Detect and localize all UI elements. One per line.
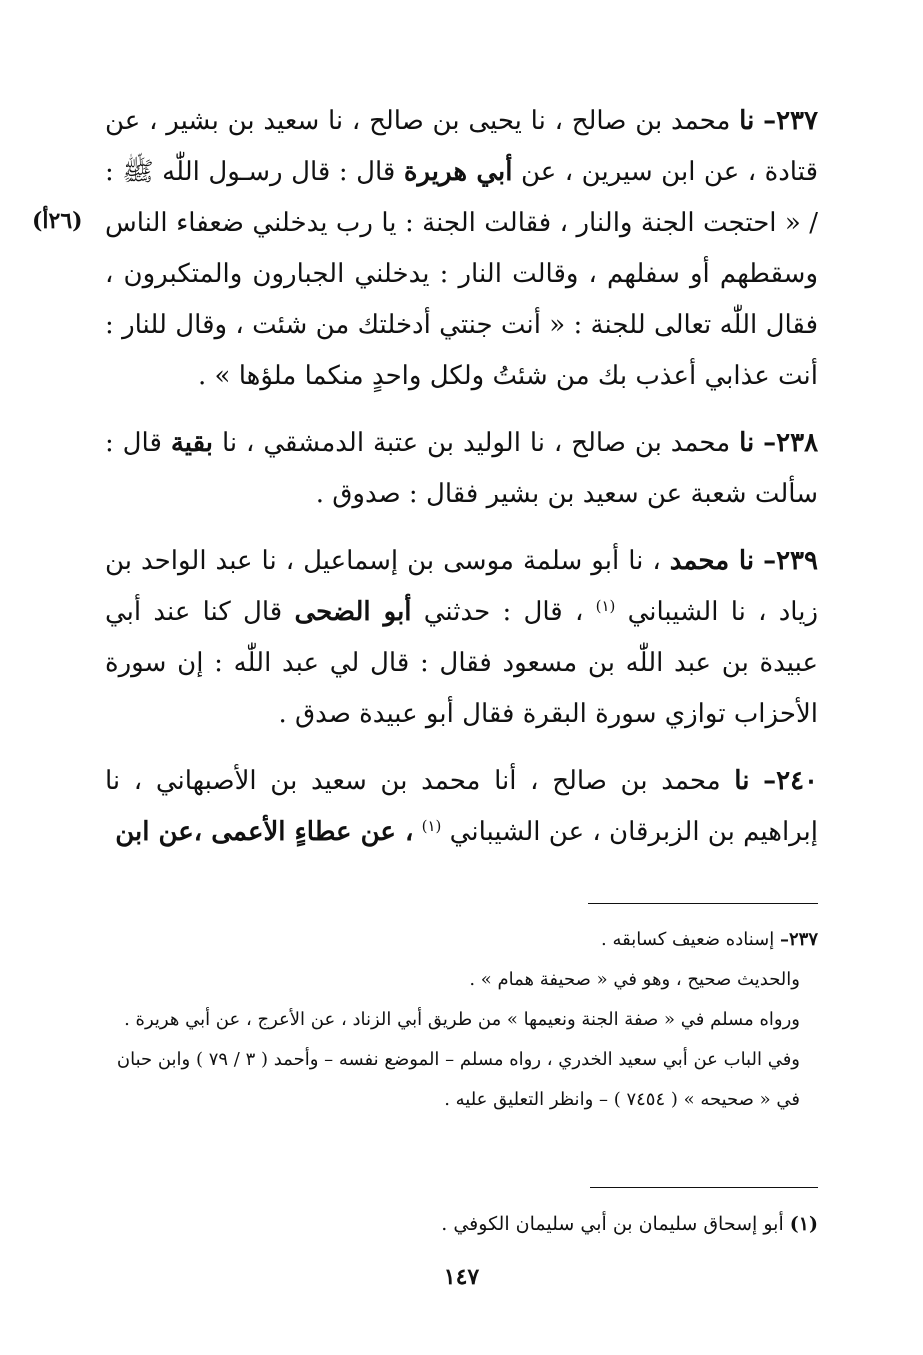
manuscript-folio-ref: (٢٦أ): [32, 208, 83, 234]
note-number: ٢٣٧–: [779, 929, 818, 950]
hadith-text: محمد بن صالح ، نا الوليد بن عتبة الدمشقي ، نا: [221, 428, 731, 458]
hadith-text: قال : قال رسـول اللّٰه ﷺ : / « احتجت الجنة والنار ، فقالت الجنة : يا رب يدخلني ضعفاء الناس وسقطهم أو سفلهم ، وقالت النار : يدخلني الجبارون والمتكبرون ، فقال اللّٰه تعالى للجنة : « أنت جنتي أدخلتك من شئت ، وقال للنار : أنت عذابي أعذب بك من شئتُ ولكل واحدٍ منكما ملؤها » .: [105, 157, 818, 391]
narration-word: نا: [739, 106, 755, 136]
note-text: إسناده ضعيف كسابقه .: [601, 929, 775, 950]
hadith-number: ٢٣٧–: [763, 106, 818, 136]
note-237: [105, 920, 818, 960]
narrator-name: بقية: [170, 428, 214, 458]
hadith-text: محمد بن صالح ، أنا محمد بن سعيد بن الأصبهاني ، نا إبراهيم بن الزبرقان ، عن الشيباني: [105, 766, 818, 847]
hadith-text: محمد بن صالح ، نا يحيى بن صالح ، نا سعيد بن بشير ، عن قتادة ، عن ابن سيرين ، عن: [105, 106, 818, 187]
hadith-240: [105, 756, 818, 858]
footnote-marker[interactable]: (١): [595, 597, 616, 615]
footnote: [105, 1204, 818, 1244]
hadith-number: ٢٣٩–: [763, 546, 818, 576]
narrator-name: أبي هريرة: [403, 157, 513, 187]
footnote-marker[interactable]: (١): [421, 817, 442, 835]
hadith-text: قال : سألت شعبة عن سعيد بن بشير فقال : صدوق .: [105, 428, 818, 509]
hadith-239: [105, 536, 818, 740]
note-text: وفي الباب عن أبي سعيد الخدري ، رواه مسلم – الموضع نفسه – وأحمد ( ٣ / ٧٩ ) وابن حبان في « صحيحه » ( ٧٤٥٤ ) – وانظر التعليق عليه .: [116, 1049, 800, 1110]
narration-word: نا محمد: [669, 546, 755, 576]
hadith-238: [105, 418, 818, 520]
hadith-237: [105, 96, 818, 402]
footnote-text: أبو إسحاق سليمان بن أبي سليمان الكوفي .: [441, 1213, 784, 1235]
narration-word: نا: [734, 766, 750, 796]
note-text: والحديث صحيح ، وهو في « صحيفة همام » .: [469, 969, 800, 990]
notes-divider: [588, 903, 818, 904]
narrator-name: أبو الضحى: [294, 597, 412, 627]
hadith-number: ٢٣٨–: [763, 428, 819, 458]
main-text: [105, 96, 818, 874]
hadith-text: ، نا أبو سلمة موسى بن إسماعيل ، نا عبد الواحد بن زياد ، نا الشيباني: [105, 546, 818, 627]
page-number: ١٤٧: [443, 1264, 480, 1290]
commentary-notes: [105, 920, 818, 1120]
hadith-text: ، قال : حدثني: [423, 597, 584, 627]
hadith-number: ٢٤٠–: [763, 766, 819, 796]
hadith-text: قال كنا عند أبي عبيدة بن عبد اللّٰه بن مسعود فقال : قال لي عبد اللّٰه : إن سورة الأحزاب توازي سورة البقرة فقال أبو عبيدة صدق .: [105, 597, 818, 729]
note-text: ورواه مسلم في « صفة الجنة ونعيمها » من طريق أبي الزناد ، عن الأعرج ، عن أبي هريرة .: [124, 1009, 800, 1030]
footnote-divider: [590, 1187, 818, 1188]
narration-word: نا: [739, 428, 755, 458]
footnote-number: (١): [789, 1213, 818, 1235]
hadith-text-bold: ، عن عطاءٍ الأعمى ،عن ابن: [115, 817, 414, 847]
